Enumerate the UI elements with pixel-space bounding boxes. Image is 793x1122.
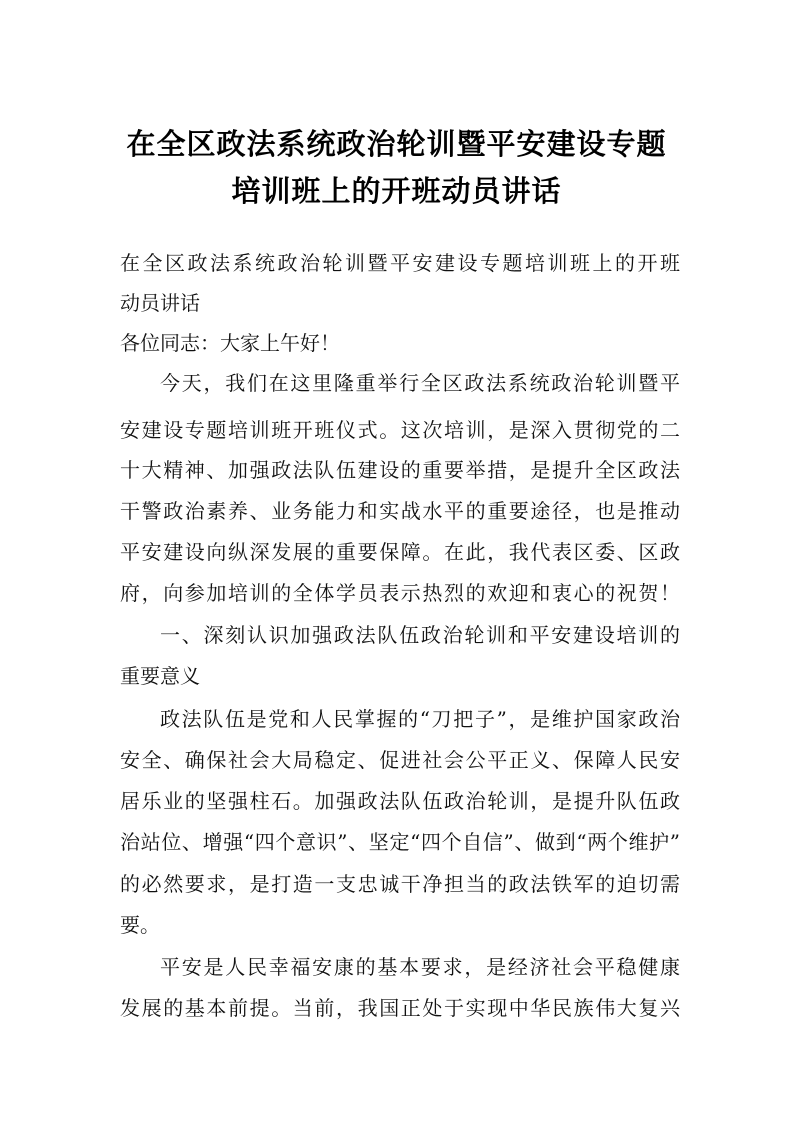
body-line: 干警政治素养、业务能力和实战水平的重要途径，也是推动	[120, 499, 680, 523]
body-line: 今天，我们在这里隆重举行全区政法系统政治轮训暨平	[160, 371, 680, 395]
body-line: 发展的基本前提。当前，我国正处于实现中华民族伟大复兴	[120, 996, 680, 1020]
document-title-line-1: 在全区政法系统政治轮训暨平安建设专题	[126, 127, 667, 161]
body-line: 在全区政法系统政治轮训暨平安建设专题培训班上的开班	[120, 251, 680, 275]
section-heading-line: 一、深刻认识加强政法队伍政治轮训和平安建设培训的	[160, 623, 680, 647]
body-line: 要。	[120, 913, 160, 937]
body-line: 安建设专题培训班开班仪式。这次培训，是深入贯彻党的二	[120, 418, 680, 442]
body-line: 居乐业的坚强柱石。加强政法队伍政治轮训，是提升队伍政	[120, 789, 680, 813]
body-line: 府，向参加培训的全体学员表示热烈的欢迎和衷心的祝贺！	[120, 581, 680, 605]
body-line: 安全、确保社会大局稳定、促进社会公平正义、保障人民安	[120, 748, 680, 772]
body-line: 平安建设向纵深发展的重要保障。在此，我代表区委、区政	[120, 540, 680, 564]
body-line: 十大精神、加强政法队伍建设的重要举措，是提升全区政法	[120, 458, 680, 482]
body-line: 平安是人民幸福安康的基本要求，是经济社会平稳健康	[160, 955, 680, 979]
section-heading-line: 重要意义	[120, 664, 200, 688]
document-title-line-2: 培训班上的开班动员讲话	[231, 174, 562, 208]
body-line: 动员讲话	[120, 291, 200, 315]
body-line: 政法队伍是党和人民掌握的“刀把子”，是维护国家政治	[160, 707, 680, 731]
salutation-line: 各位同志：大家上午好！	[120, 331, 340, 355]
body-line: 的必然要求，是打造一支忠诚干净担当的政法铁军的迫切需	[120, 872, 680, 896]
body-line: 治站位、增强“四个意识”、坚定“四个自信”、做到“两个维护”	[120, 830, 680, 854]
